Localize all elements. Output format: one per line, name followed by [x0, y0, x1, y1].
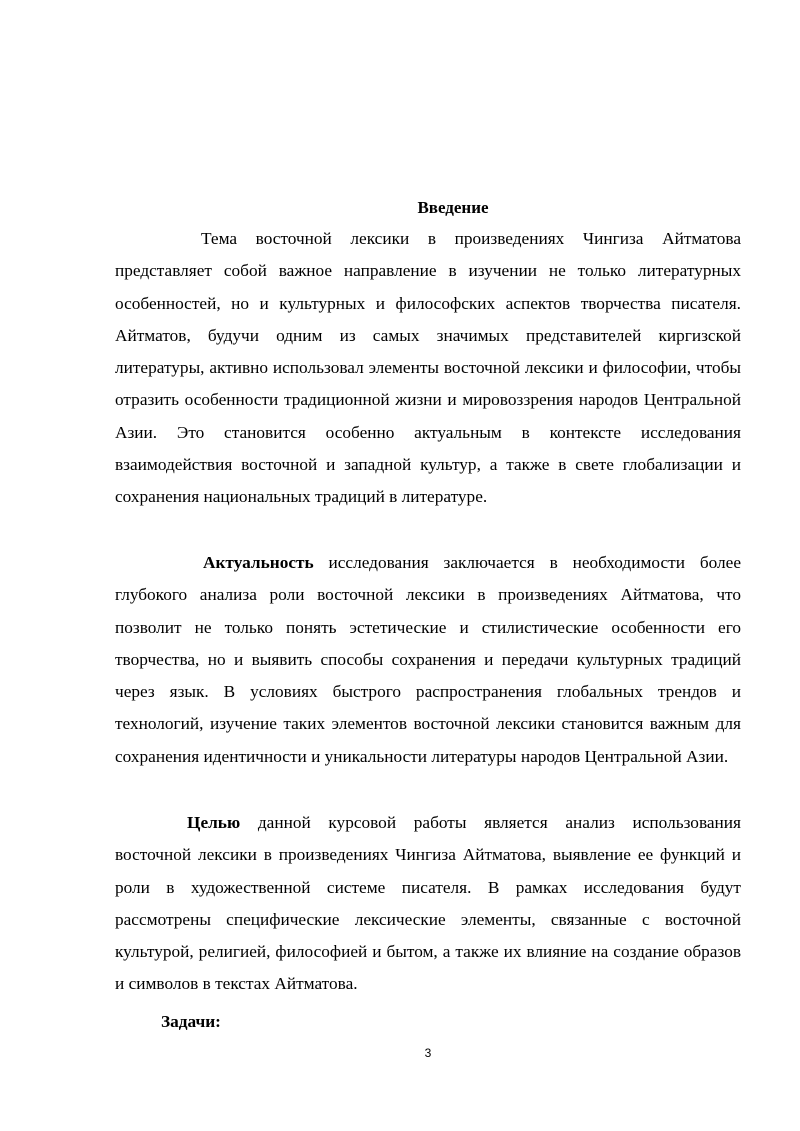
paragraph-introduction — [115, 223, 741, 514]
paragraph-text: данной курсовой работы является анализ использования восточной лексики в произведениях Чингиза Айтматова, выявление ее функций и роли в художественной системе писателя. В рамках исследования будут рассмотрены специфические лексические элементы, связанные с восточной культурой, религией, философией и бытом, а также их влияние на создание образов и символов в текстах Айтматова. — [115, 813, 741, 994]
tasks-subheading: Задачи: — [161, 1012, 221, 1031]
paragraph-text: Тема восточной лексики в произведениях Чингиза Айтматова представляет собой важное направление в изучении не только литературных особенностей, но и культурных и философских аспектов творчества писателя. Айтматов, будучи одним из самых значимых представителей киргизской литературы, активно использовал элементы восточной лексики и философии, чтобы отразить особенности традиционной жизни и мировоззрения народов Центральной Азии. Это становится особенно актуальным в контексте исследования взаимодействия восточной и западной культур, а также в свете глобализации и сохранения национальных традиций в литературе. — [115, 229, 741, 507]
page-number: 3 — [424, 1046, 432, 1060]
paragraph-goal — [115, 807, 741, 1001]
paragraph-relevance — [115, 547, 741, 773]
paragraph-text: исследования заключается в необходимости более глубокого анализа роли восточной лексики в произведениях Айтматова, что позволит не только понять эстетические и стилистические особенности его творчества, но и выявить способы сохранения и передачи культурных традиций через язык. В условиях быстрого распространения глобальных трендов и технологий, изучение таких элементов восточной лексики становится важным для сохранения идентичности и уникальности литературы народов Центральной Азии. — [115, 553, 741, 766]
paragraph-lead-term: Актуальность — [203, 553, 314, 572]
paragraph-lead-term: Целью — [187, 813, 241, 832]
section-heading: Введение — [417, 198, 489, 217]
